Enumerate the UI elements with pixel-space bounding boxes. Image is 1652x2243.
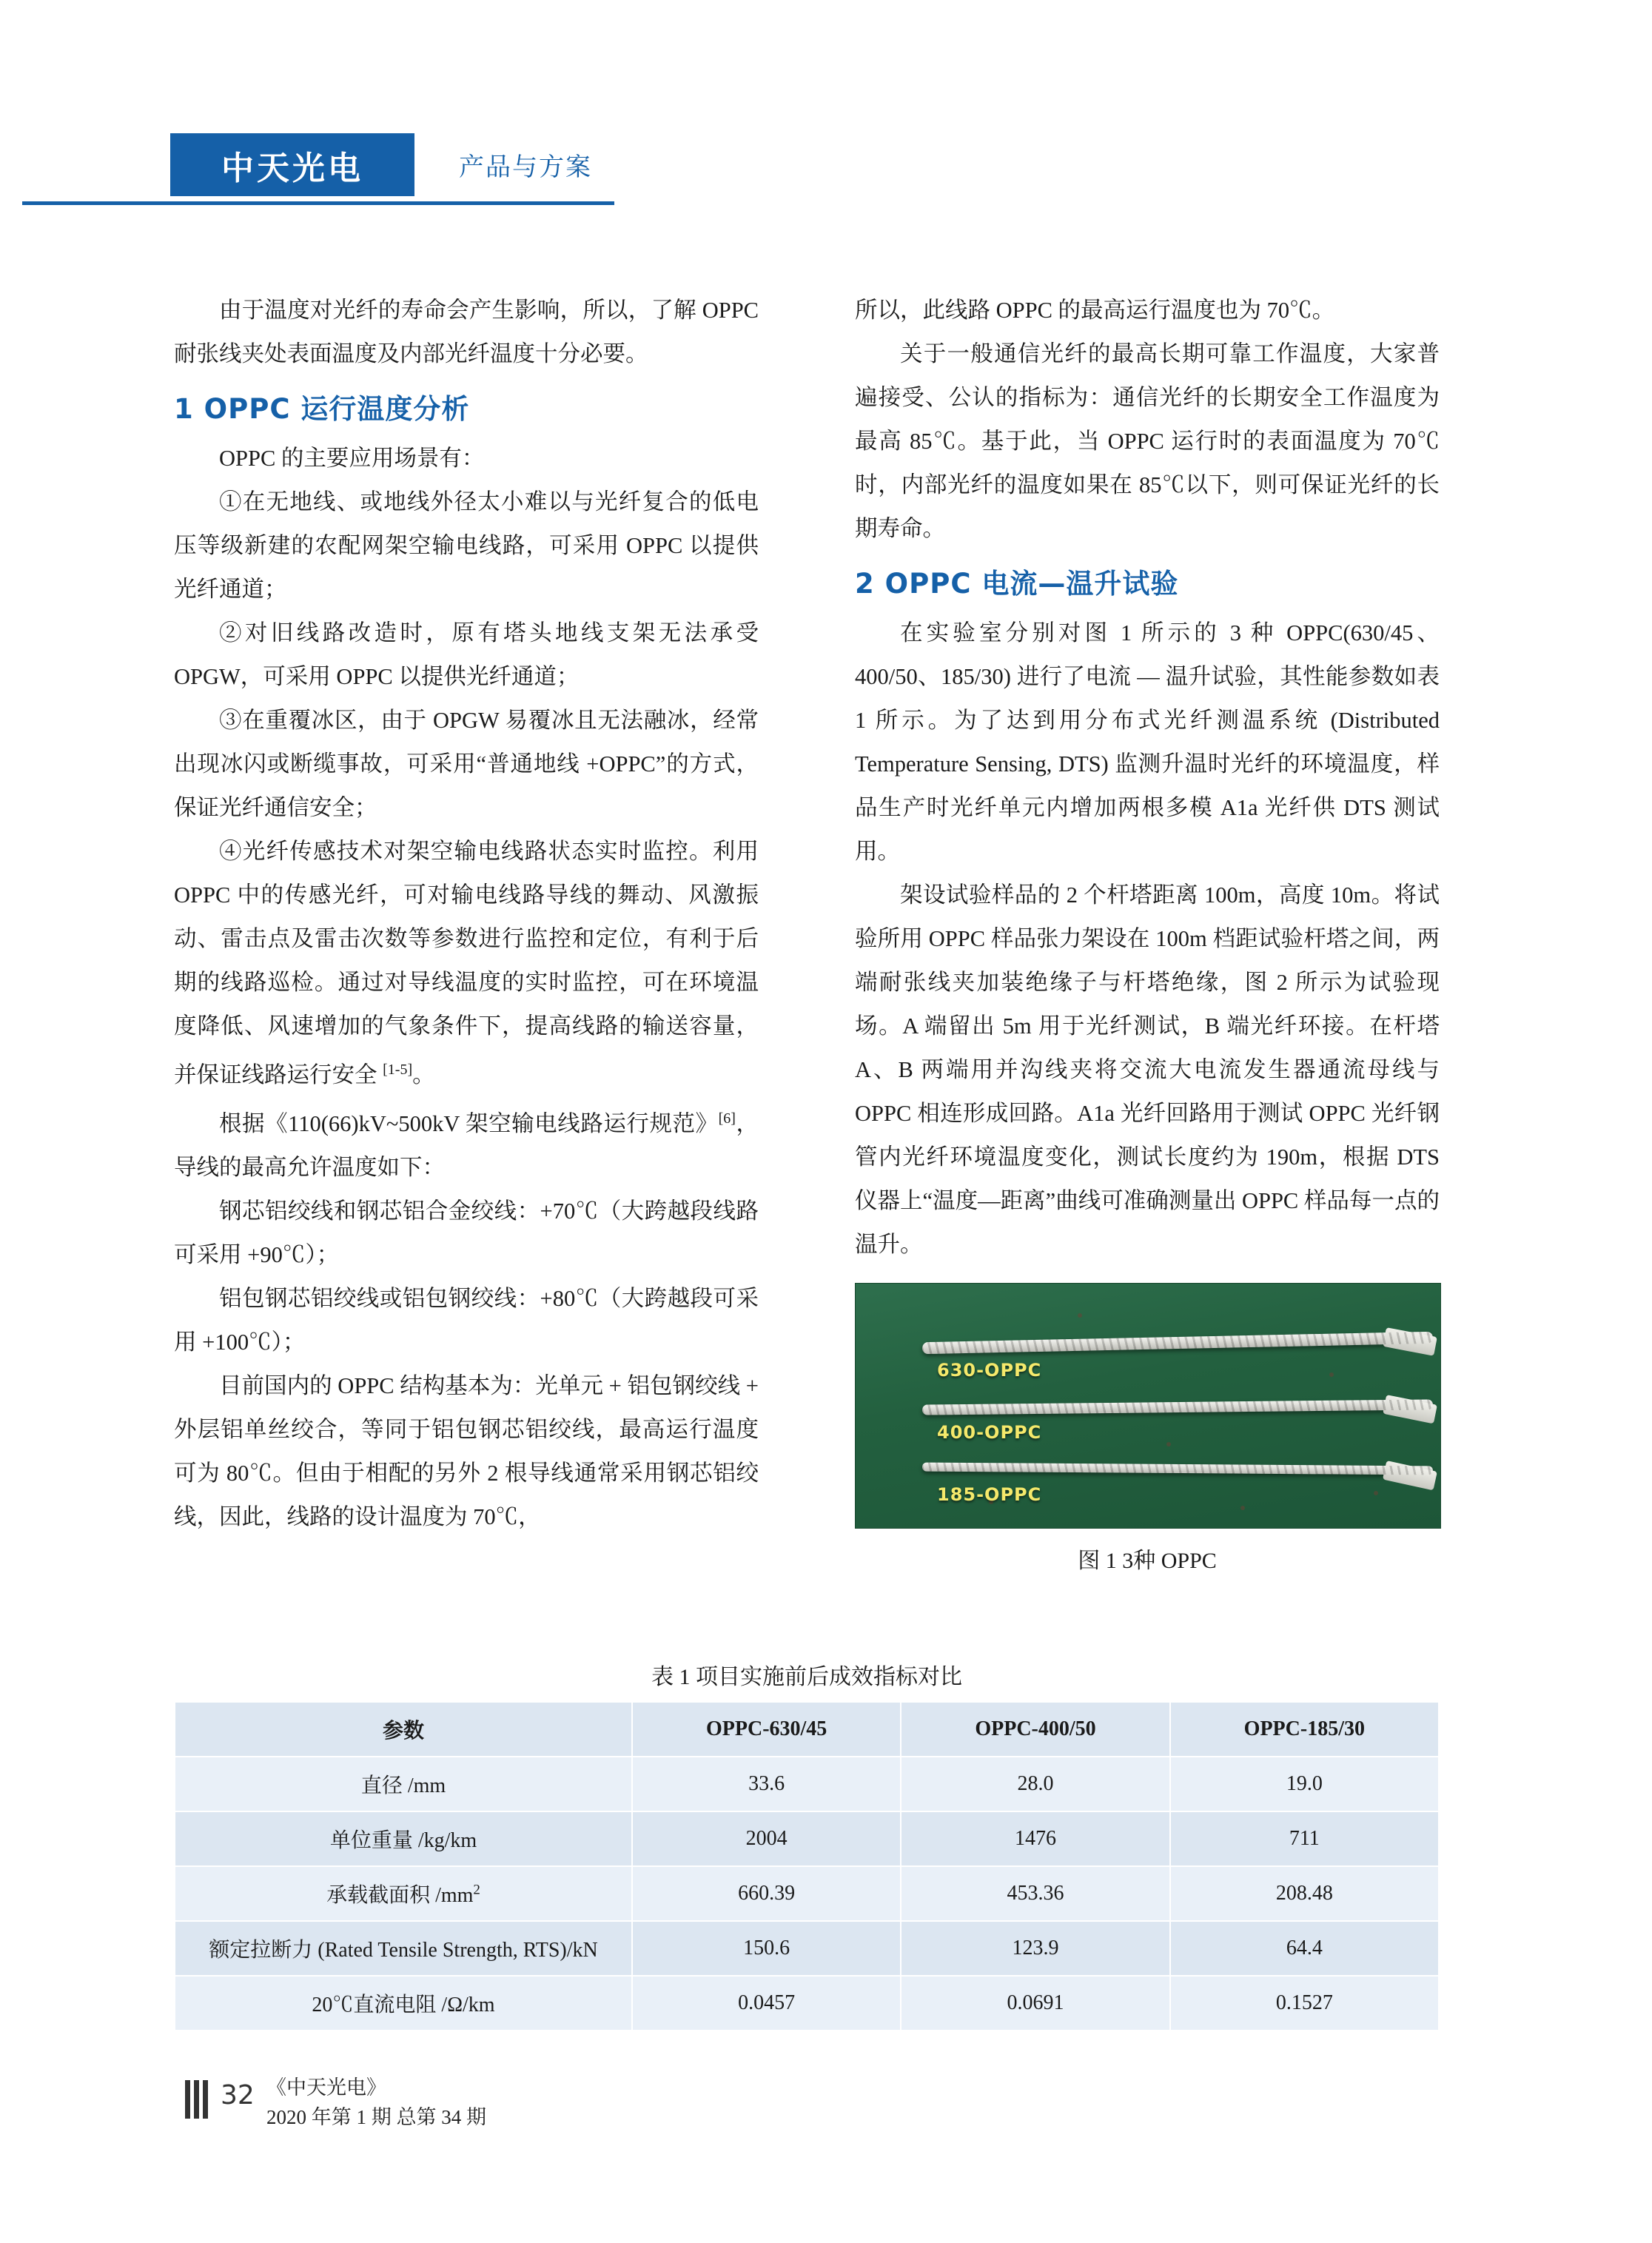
paragraph-r1: 所以，此线路 OPPC 的最高运行温度也为 70℃。	[855, 298, 1335, 323]
right-column	[855, 289, 1440, 1583]
table-cell-value: 28.0	[901, 1757, 1169, 1811]
table-cell-value: 208.48	[1170, 1866, 1439, 1921]
table-row	[175, 1757, 1439, 1811]
table-cell-parameter: 承载截面积 $/mm^2$	[175, 1866, 632, 1921]
reference-marker-1-5: [1-5]	[383, 1062, 413, 1078]
paragraph-l7	[174, 1097, 759, 1190]
table-cell-parameter: 单位重量 /kg/km	[175, 1811, 632, 1866]
table-row	[175, 1866, 1439, 1921]
table-cell-value: 0.0691	[901, 1976, 1169, 2031]
unit-exponent: 2	[473, 1882, 480, 1898]
cable-label-400: 400-OPPC	[937, 1422, 1042, 1443]
publisher-logo: 中天光电	[170, 133, 414, 196]
paragraph-l10: 目前国内的 OPPC 结构基本为：光单元 + 铝包钢绞线 + 外层铝单丝绞合，等同于铝包钢芯铝绞线，最高运行温度可为 80℃。但由于相配的另外 2 根导线通常采用钢芯铝绞线，因此，线路的设计温度为 70℃，	[174, 1373, 759, 1530]
table-1-caption: 表 1 项目实施前后成效指标对比	[651, 1665, 962, 1689]
table-cell-parameter: 20℃直流电阻 /Ω/km	[175, 1976, 632, 2031]
paragraph-r3: 在实验室分别对图 1 所示的 3 种 OPPC(630/45、400/50、185/30) 进行了电流 — 温升试验，其性能参数如表 1 所示。为了达到用分布式光纤测温系统 (Distributed Temperature Sensing, DTS) 监测升温时光纤的环境温度，样品生产时光纤单元内增加两根多模 A1a 光纤供 DTS 测试用。	[855, 620, 1440, 864]
paragraph-l3: ①在无地线、或地线外径太小难以与光纤复合的低电压等级新建的农配网架空输电线路，可采用 OPPC 以提供光纤通道；	[174, 489, 759, 602]
figure-1-caption: 图 1 3种 OPPC	[1078, 1549, 1217, 1573]
section-label: 产品与方案	[459, 152, 592, 182]
table-cell-value: 660.39	[632, 1866, 901, 1921]
paragraph-r2: 关于一般通信光纤的最高长期可靠工作温度，大家普遍接受、公认的指标为：通信光纤的长期安全工作温度为最高 85℃。基于此，当 OPPC 运行时的表面温度为 70℃时，内部光纤的温度如果在 85℃以下，则可保证光纤的长期寿命。	[855, 341, 1440, 541]
heading-current-temperature-rise-test: 2 OPPC 电流—温升试验	[855, 568, 1179, 600]
table-cell-value: 33.6	[632, 1757, 901, 1811]
paragraph-r4: 架设试验样品的 2 个杆塔距离 100m，高度 10m。将试验所用 OPPC 样品张力架设在 100m 档距试验杆塔之间，两端耐张线夹加装绝缘子与杆塔绝缘，图 2 所示为试验现场。A 端留出 5m 用于光纤测试，B 端光纤环接。在杆塔 A、B 两端用并沟线夹将交流大电流发生器通流母线与 OPPC 相连形成回路。A1a 光纤回路用于测试 OPPC 光纤钢管内光纤环境温度变化，测试长度约为 190m，根据 DTS 仪器上“温度—距离”曲线可准确测量出 OPPC 样品每一点的温升。	[855, 882, 1440, 1257]
paragraph-l5: ③在重覆冰区，由于 OPGW 易覆冰且无法融冰，经常出现冰闪或断缆事故，可采用“普通地线 +OPPC”的方式，保证光纤通信安全；	[174, 708, 759, 820]
table-cell-value: 2004	[632, 1811, 901, 1866]
figure-1-image	[855, 1283, 1441, 1529]
footer-bars-icon	[185, 2080, 208, 2119]
table-cell-value: 0.1527	[1170, 1976, 1439, 2031]
cable-label-185: 185-OPPC	[937, 1484, 1042, 1505]
table-header-param: 参数	[175, 1702, 632, 1757]
paragraph-l6-text: ④光纤传感技术对架空输电线路状态实时监控。利用 OPPC 中的传感光纤，可对输电线路导线的舞动、风激振动、雷击点及雷击次数等参数进行监控和定位，有利于后期的线路巡检。通过对导线温度的实时监控，可在环境温度降低、风速增加的气象条件下，提高线路的输送容量，并保证线路运行安全	[174, 839, 759, 1088]
paragraph-l7-end: ，导线的最高允许温度如下：	[174, 1111, 759, 1181]
table-cell-value: 123.9	[901, 1921, 1169, 1976]
paragraph-l2: OPPC 的主要应用场景有：	[219, 446, 485, 471]
table-header-185: OPPC-185/30	[1170, 1702, 1439, 1757]
footer-line-1: 《中天光电》	[266, 2076, 386, 2099]
table-cell-value: 150.6	[632, 1921, 901, 1976]
table-cell-parameter: 直径 /mm	[175, 1757, 632, 1811]
table-row	[175, 1976, 1439, 2031]
heading-oppc-temperature: 1 OPPC 运行温度分析	[174, 393, 470, 425]
table-row	[175, 1811, 1439, 1866]
paragraph-l1: 由于温度对光纤的寿命会产生影响，所以，了解 OPPC 耐张线夹处表面温度及内部光纤温度十分必要。	[174, 298, 759, 366]
paragraph-l8: 钢芯铝绞线和钢芯铝合金绞线：+70℃（大跨越段线路可采用 +90℃）；	[174, 1198, 759, 1268]
table-cell-value: 64.4	[1170, 1921, 1439, 1976]
table-header-630: OPPC-630/45	[632, 1702, 901, 1757]
page-header	[0, 133, 1652, 201]
table-header-400: OPPC-400/50	[901, 1702, 1169, 1757]
cable-label-630: 630-OPPC	[937, 1360, 1042, 1381]
table-cell-parameter: 额定拉断力 (Rated Tensile Strength, RTS)/kN	[175, 1921, 632, 1976]
paragraph-l4: ②对旧线路改造时，原有塔头地线支架无法承受 OPGW，可采用 OPPC 以提供光纤通道；	[174, 620, 759, 689]
footer-journal-info	[266, 2073, 486, 2132]
table-cell-value: 453.36	[901, 1866, 1169, 1921]
table-header-row	[175, 1702, 1439, 1757]
figure-1	[855, 1283, 1440, 1583]
table-cell-value: 1476	[901, 1811, 1169, 1866]
page-footer	[185, 2073, 851, 2154]
table-cell-value: 19.0	[1170, 1757, 1439, 1811]
page-number: 32	[221, 2080, 255, 2110]
paragraph-l9: 铝包钢芯铝绞线或铝包钢绞线：+80℃（大跨越段可采用 +100℃）；	[174, 1286, 759, 1355]
reference-marker-6: [6]	[718, 1110, 736, 1127]
footer-line-2: 2020 年第 1 期 总第 34 期	[266, 2106, 486, 2128]
table-1-block	[174, 1658, 1440, 2031]
left-column	[174, 289, 759, 1539]
table-row	[175, 1921, 1439, 1976]
paragraph-l7-text: 根据《110(66)kV~500kV 架空输电线路运行规范》	[219, 1111, 719, 1137]
table-cell-value: 0.0457	[632, 1976, 901, 2031]
table-1	[174, 1701, 1440, 2031]
table-body	[175, 1757, 1439, 2031]
table-cell-value: 711	[1170, 1811, 1439, 1866]
paragraph-l6-end: 。	[412, 1062, 435, 1088]
paragraph-l6	[174, 830, 759, 1097]
